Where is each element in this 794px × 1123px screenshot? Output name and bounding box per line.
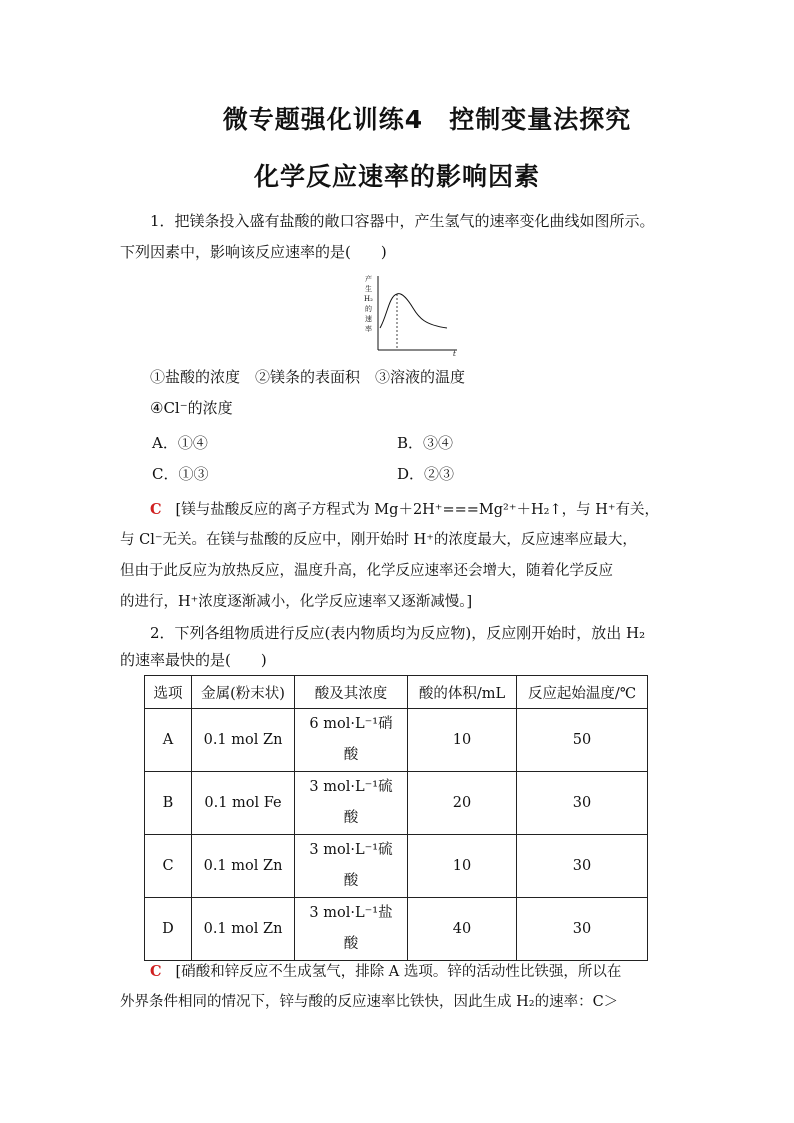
- q1-stem-line2: 下列因素中，影响该反应速率的是( ): [120, 243, 387, 261]
- temperature-cell: 30: [517, 898, 648, 961]
- y-axis-label-char: 的: [365, 305, 372, 313]
- reaction-conditions-table: [144, 675, 648, 961]
- temperature-cell: 30: [517, 772, 648, 835]
- metal-cell: 0.1 mol Fe: [192, 772, 295, 835]
- metal-cell: 0.1 mol Zn: [192, 835, 295, 898]
- q2-answer: C: [150, 963, 162, 980]
- volume-cell: 10: [408, 835, 517, 898]
- q1-answer: C: [150, 501, 162, 518]
- q1-explanation-line2: 与 Cl⁻无关。在镁与盐酸的反应中，刚开始时 H⁺的浓度最大，反应速率应最大，: [120, 532, 637, 548]
- acid-concentration: 6 mol·L⁻¹硝: [309, 716, 393, 732]
- q1-factors-line1: ①盐酸的浓度 ②镁条的表面积 ③溶液的温度: [150, 368, 466, 386]
- rate-curve: [380, 294, 447, 328]
- q1-factors-line2: ④Cl⁻的浓度: [150, 399, 233, 417]
- q1-explanation-line3: 但由于此反应为放热反应，温度升高，化学反应速率还会增大，随着化学反应: [120, 563, 613, 579]
- page-title-line1: 微专题强化训练4 控制变量法探究: [222, 105, 632, 134]
- q2-explanation-line1: [150, 956, 710, 988]
- acid-concentration: 3 mol·L⁻¹硫: [309, 779, 393, 795]
- y-axis-label-char: 率: [365, 325, 372, 333]
- table-row: [145, 772, 648, 835]
- acid-cell: [295, 709, 408, 772]
- y-axis-label-char: 生: [365, 285, 372, 293]
- volume-cell: 20: [408, 772, 517, 835]
- metal-cell: 0.1 mol Zn: [192, 709, 295, 772]
- table-header-cell: 选项: [145, 676, 192, 709]
- q1-option-a: A．①④: [152, 434, 208, 452]
- y-axis-label-char: 产: [365, 275, 372, 283]
- acid-name: 酸: [343, 747, 359, 763]
- q2-stem-line2: 的速率最快的是( ): [120, 651, 267, 669]
- q1-explanation-line1: [150, 494, 710, 526]
- table-header-cell: 反应起始温度/℃: [517, 676, 648, 709]
- q2-explanation-line2: 外界条件相同的情况下，锌与酸的反应速率比铁快，因此生成 H₂的速率：C＞: [120, 994, 619, 1010]
- temperature-cell: 30: [517, 835, 648, 898]
- acid-name: 酸: [343, 873, 359, 889]
- acid-concentration: 3 mol·L⁻¹盐: [309, 905, 393, 921]
- acid-name: 酸: [343, 936, 359, 952]
- q2-explanation-text: [硝酸和锌反应不生成氢气，排除 A 选项。锌的活动性比铁强，所以在: [175, 964, 622, 980]
- table-header-cell: 酸的体积/mL: [408, 676, 517, 709]
- q1-option-c: C．①③: [152, 465, 209, 483]
- acid-cell: [295, 835, 408, 898]
- q2-stem-line1: 2．下列各组物质进行反应(表内物质均为反应物)，反应刚开始时，放出 H₂: [150, 624, 646, 642]
- page-title-line2: 化学反应速率的影响因素: [253, 162, 540, 191]
- volume-cell: 40: [408, 898, 517, 961]
- temperature-cell: 50: [517, 709, 648, 772]
- acid-cell: [295, 898, 408, 961]
- table-header-row: [145, 676, 648, 709]
- y-axis-label-char: 速: [365, 315, 372, 323]
- option-cell: B: [145, 772, 192, 835]
- metal-cell: 0.1 mol Zn: [192, 898, 295, 961]
- acid-name: 酸: [343, 810, 359, 826]
- option-cell: A: [145, 709, 192, 772]
- table-row: [145, 835, 648, 898]
- option-cell: D: [145, 898, 192, 961]
- volume-cell: 10: [408, 709, 517, 772]
- option-cell: C: [145, 835, 192, 898]
- q1-explanation-text: [镁与盐酸反应的离子方程式为 Mg＋2H⁺===Mg²⁺＋H₂↑，与 H⁺有关，: [175, 502, 660, 518]
- y-axis-label-char: H₂: [364, 295, 373, 303]
- acid-cell: [295, 772, 408, 835]
- rate-curve-figure: [363, 272, 463, 362]
- q1-stem-line1: 1．把镁条投入盛有盐酸的敞口容器中，产生氢气的速率变化曲线如图所示。: [150, 212, 655, 230]
- table-row: [145, 709, 648, 772]
- x-axis-label: t: [453, 350, 456, 358]
- q1-option-b: B．③④: [397, 434, 454, 452]
- acid-concentration: 3 mol·L⁻¹硫: [309, 842, 393, 858]
- q1-explanation-line4: 的进行，H⁺浓度逐渐减小，化学反应速率又逐渐减慢。]: [120, 594, 473, 610]
- table-row: [145, 898, 648, 961]
- table-header-cell: 金属(粉末状): [192, 676, 295, 709]
- q1-option-d: D．②③: [397, 465, 455, 483]
- table-header-cell: 酸及其浓度: [295, 676, 408, 709]
